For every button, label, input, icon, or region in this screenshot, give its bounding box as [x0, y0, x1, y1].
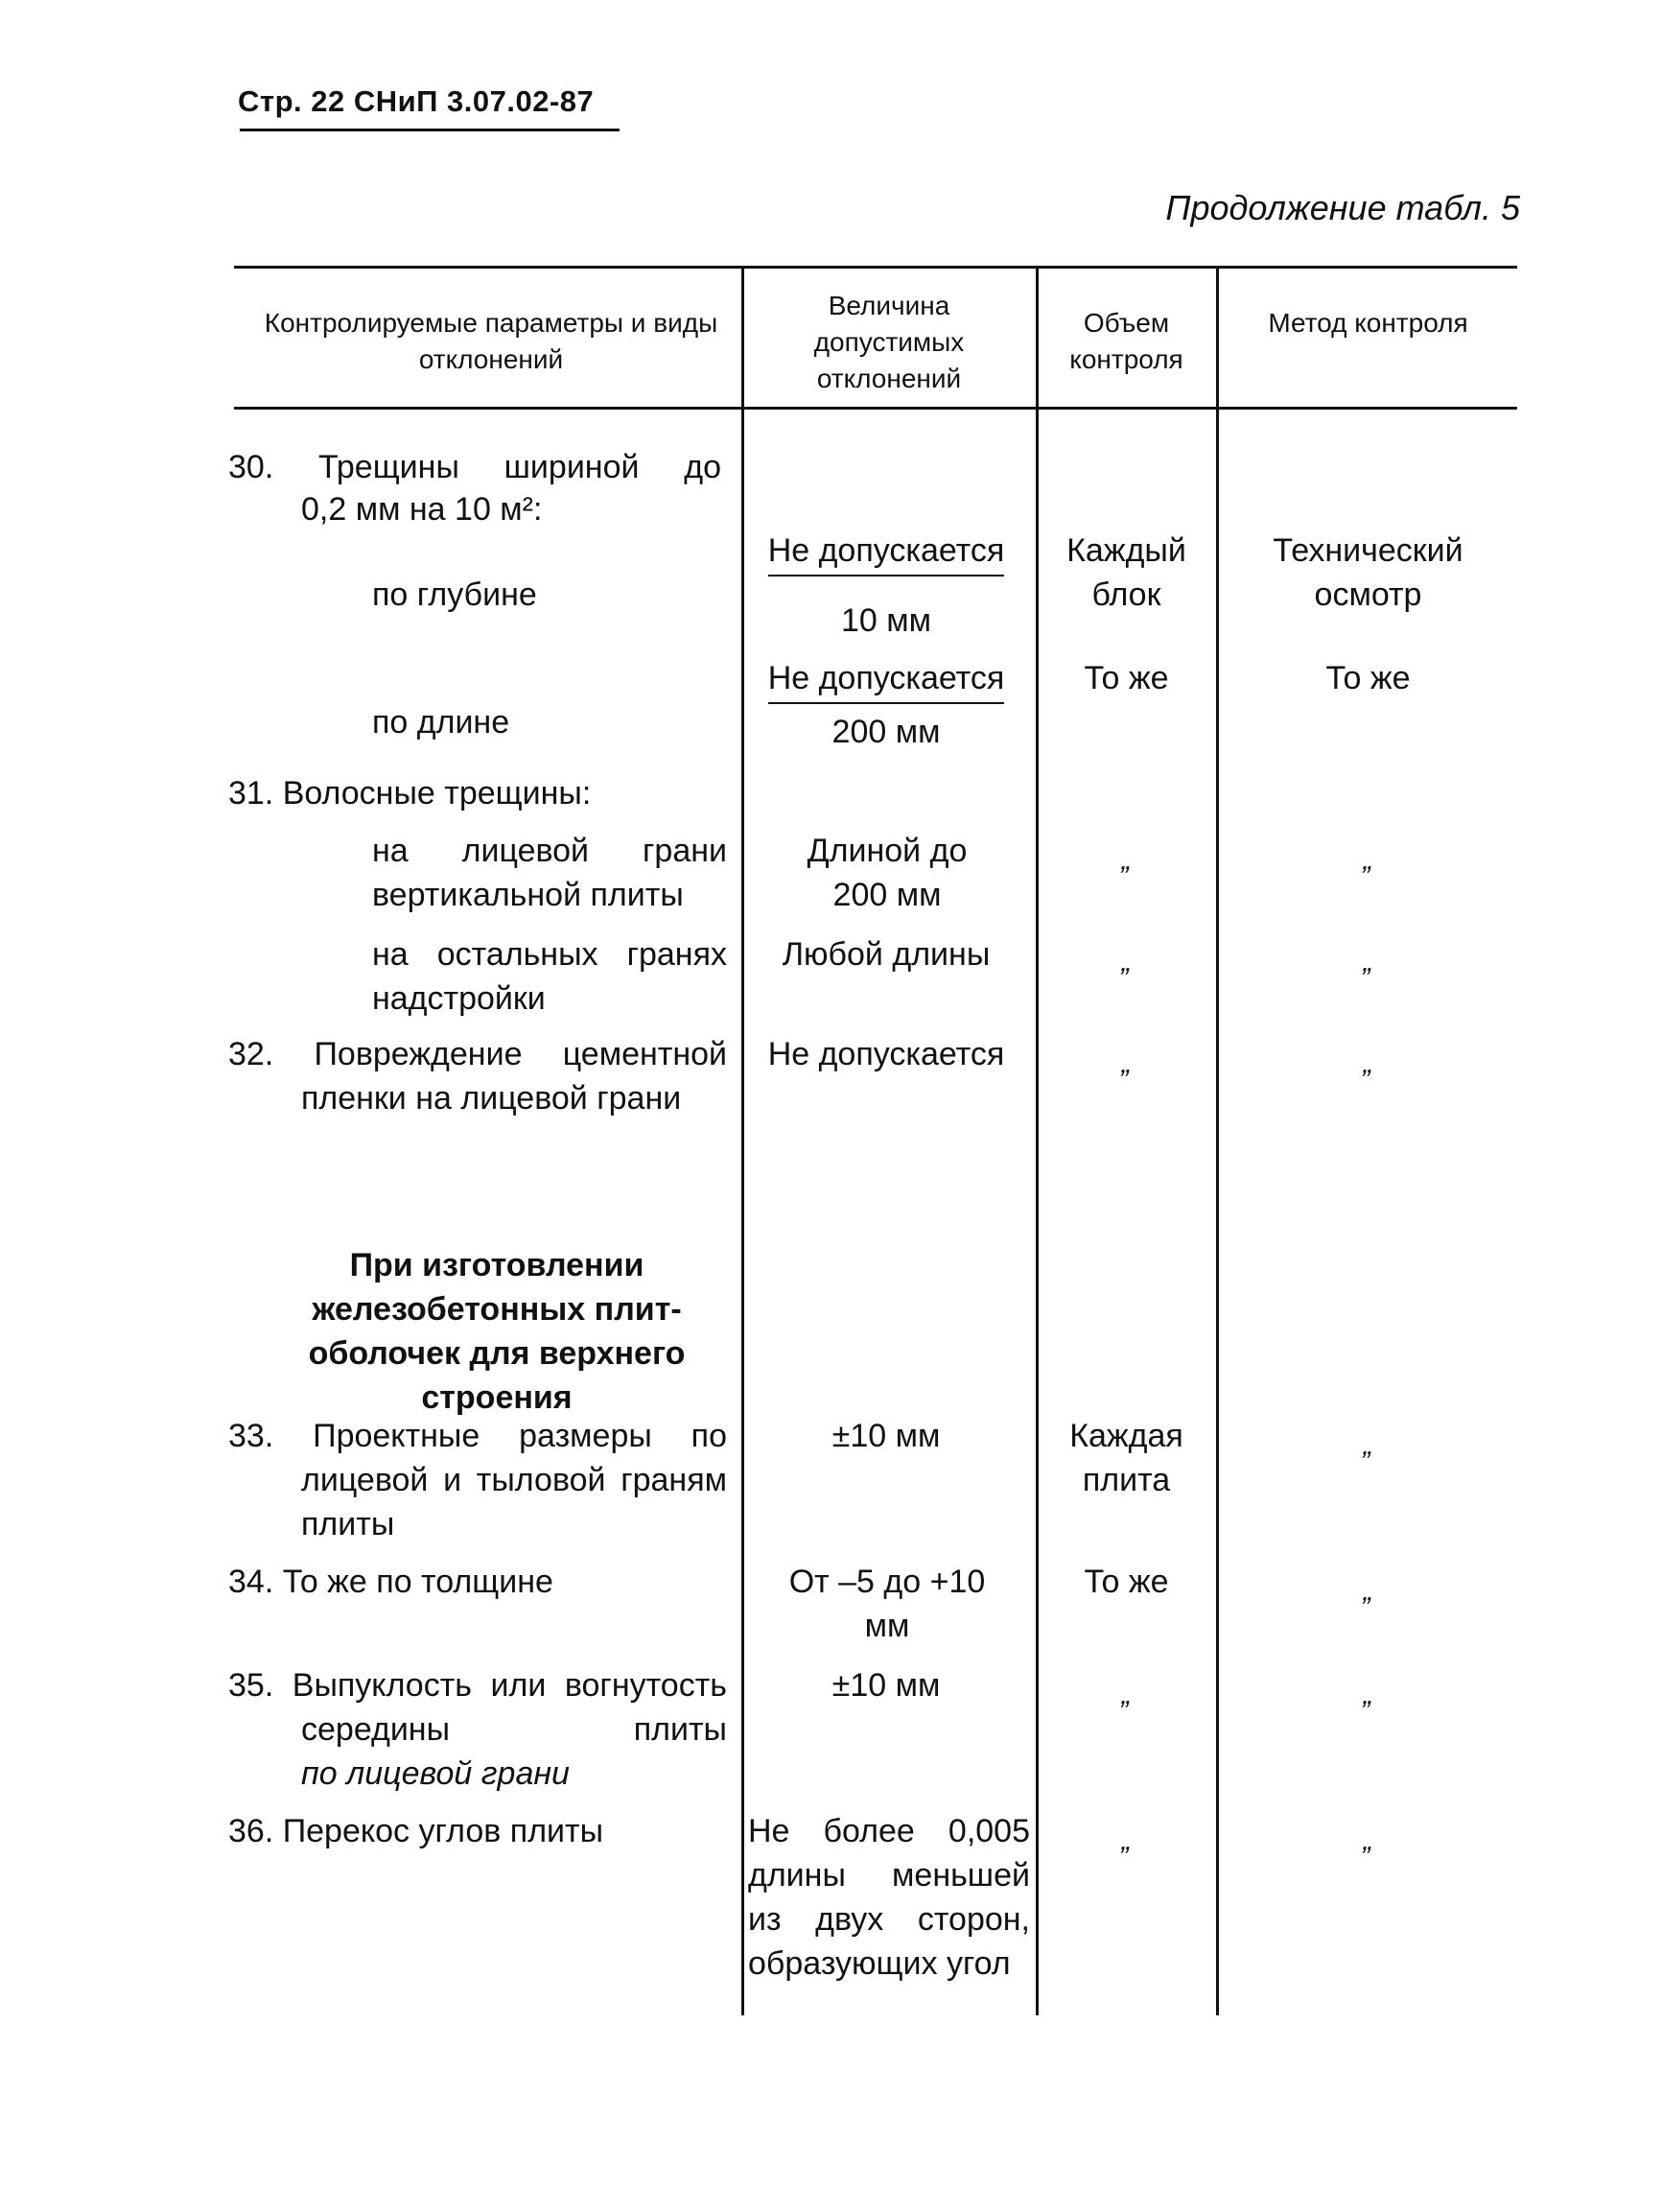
col-header-parameters: Контролируемые параметры и виды отклонений [264, 308, 718, 374]
row32-value: Не допускается [767, 1036, 1005, 1072]
row31-other-label: на остальных гранях надстройки [372, 936, 727, 1017]
row34-title: 34. То же по толщине [228, 1564, 553, 1600]
row33-title-text: 33. Проектные размеры по лицевой и тыловой граням плиты [228, 1418, 727, 1542]
row30-depth-volume: Каждый блок [1066, 532, 1186, 613]
row31-title: 31. Волосные трещины: [228, 775, 592, 812]
row30-length-value-bottom: 200 мм [831, 714, 941, 750]
row30-length-value-top-text: Не допускается [768, 660, 1005, 704]
row35-value: ±10 мм [831, 1667, 941, 1704]
row36-title: 36. Перекос углов плиты [228, 1813, 604, 1849]
row36-method-ditto: „ [1363, 1824, 1373, 1856]
page-header: Стр. 22 СНиП 3.07.02-87 [238, 84, 595, 118]
row30-depth-value-top-text: Не допускается [768, 532, 1005, 577]
row30-length-method: То же [1325, 660, 1411, 696]
row34-value: От –5 до +10 мм [788, 1564, 986, 1644]
row30-depth-method: Технический осмотр [1273, 532, 1463, 613]
row31-other-method-ditto: „ [1363, 946, 1373, 977]
table-continuation-caption: Продолжение табл. 5 [1165, 188, 1520, 227]
row31-face-volume-ditto: „ [1121, 844, 1132, 876]
row30-depth-value-top [752, 529, 1020, 573]
table-header-rule [234, 407, 1517, 410]
row35-title-line3: по лицевой грани [301, 1755, 570, 1792]
row31-face-label: на лицевой грани вертикальной плиты [372, 833, 727, 913]
col-header-volume: Объем контроля [1069, 308, 1183, 374]
row33-method-ditto: „ [1363, 1429, 1373, 1461]
row30-title-line2: 0,2 мм на 10 м²: [301, 491, 543, 528]
row35-volume-ditto: „ [1121, 1679, 1132, 1710]
row30-title-line1: 30. Трещины шириной до [228, 449, 721, 485]
col-header-tolerance: Величина допустимых отклонений [813, 291, 965, 393]
row34-volume: То же [1084, 1564, 1169, 1600]
row35-title [228, 1663, 727, 1796]
row36-value: Не более 0,005 длины меньшей из двух сторон, образующих угол [748, 1813, 1030, 1982]
row33-value: ±10 мм [831, 1418, 941, 1454]
table-top-rule [234, 266, 1517, 269]
section-heading: При изготовлении железобетонных плит-оболочек для верхнего строения [308, 1247, 686, 1416]
row31-other-volume-ditto: „ [1121, 946, 1132, 977]
row32-method-ditto: „ [1363, 1047, 1373, 1079]
row30-length-value-top [752, 656, 1020, 700]
row32-title [228, 1032, 727, 1120]
row31-face-value: Длиной до 200 мм [807, 833, 968, 913]
col-header-method: Метод контроля [1268, 308, 1468, 338]
row33-title [228, 1414, 727, 1546]
row30-depth-value-bottom: 10 мм [840, 602, 931, 639]
row31-other-value: Любой длины [782, 936, 991, 973]
row30-length-volume: То же [1084, 660, 1169, 696]
row30-depth-label: по глубине [372, 577, 537, 613]
row34-method-ditto: „ [1363, 1575, 1373, 1607]
row33-volume: Каждая плита [1069, 1418, 1183, 1498]
row35-method-ditto: „ [1363, 1679, 1373, 1710]
row30-length-label: по длине [372, 704, 510, 741]
row36-volume-ditto: „ [1121, 1824, 1132, 1856]
row32-volume-ditto: „ [1121, 1047, 1132, 1079]
header-underline [240, 129, 620, 131]
column-divider-1 [741, 268, 744, 2015]
row35-title-text: 35. Выпуклость или вогнутость середины плиты [228, 1667, 727, 1748]
row32-title-text: 32. Повреждение цементной пленки на лицевой грани [228, 1036, 727, 1117]
row31-face-method-ditto: „ [1363, 844, 1373, 876]
